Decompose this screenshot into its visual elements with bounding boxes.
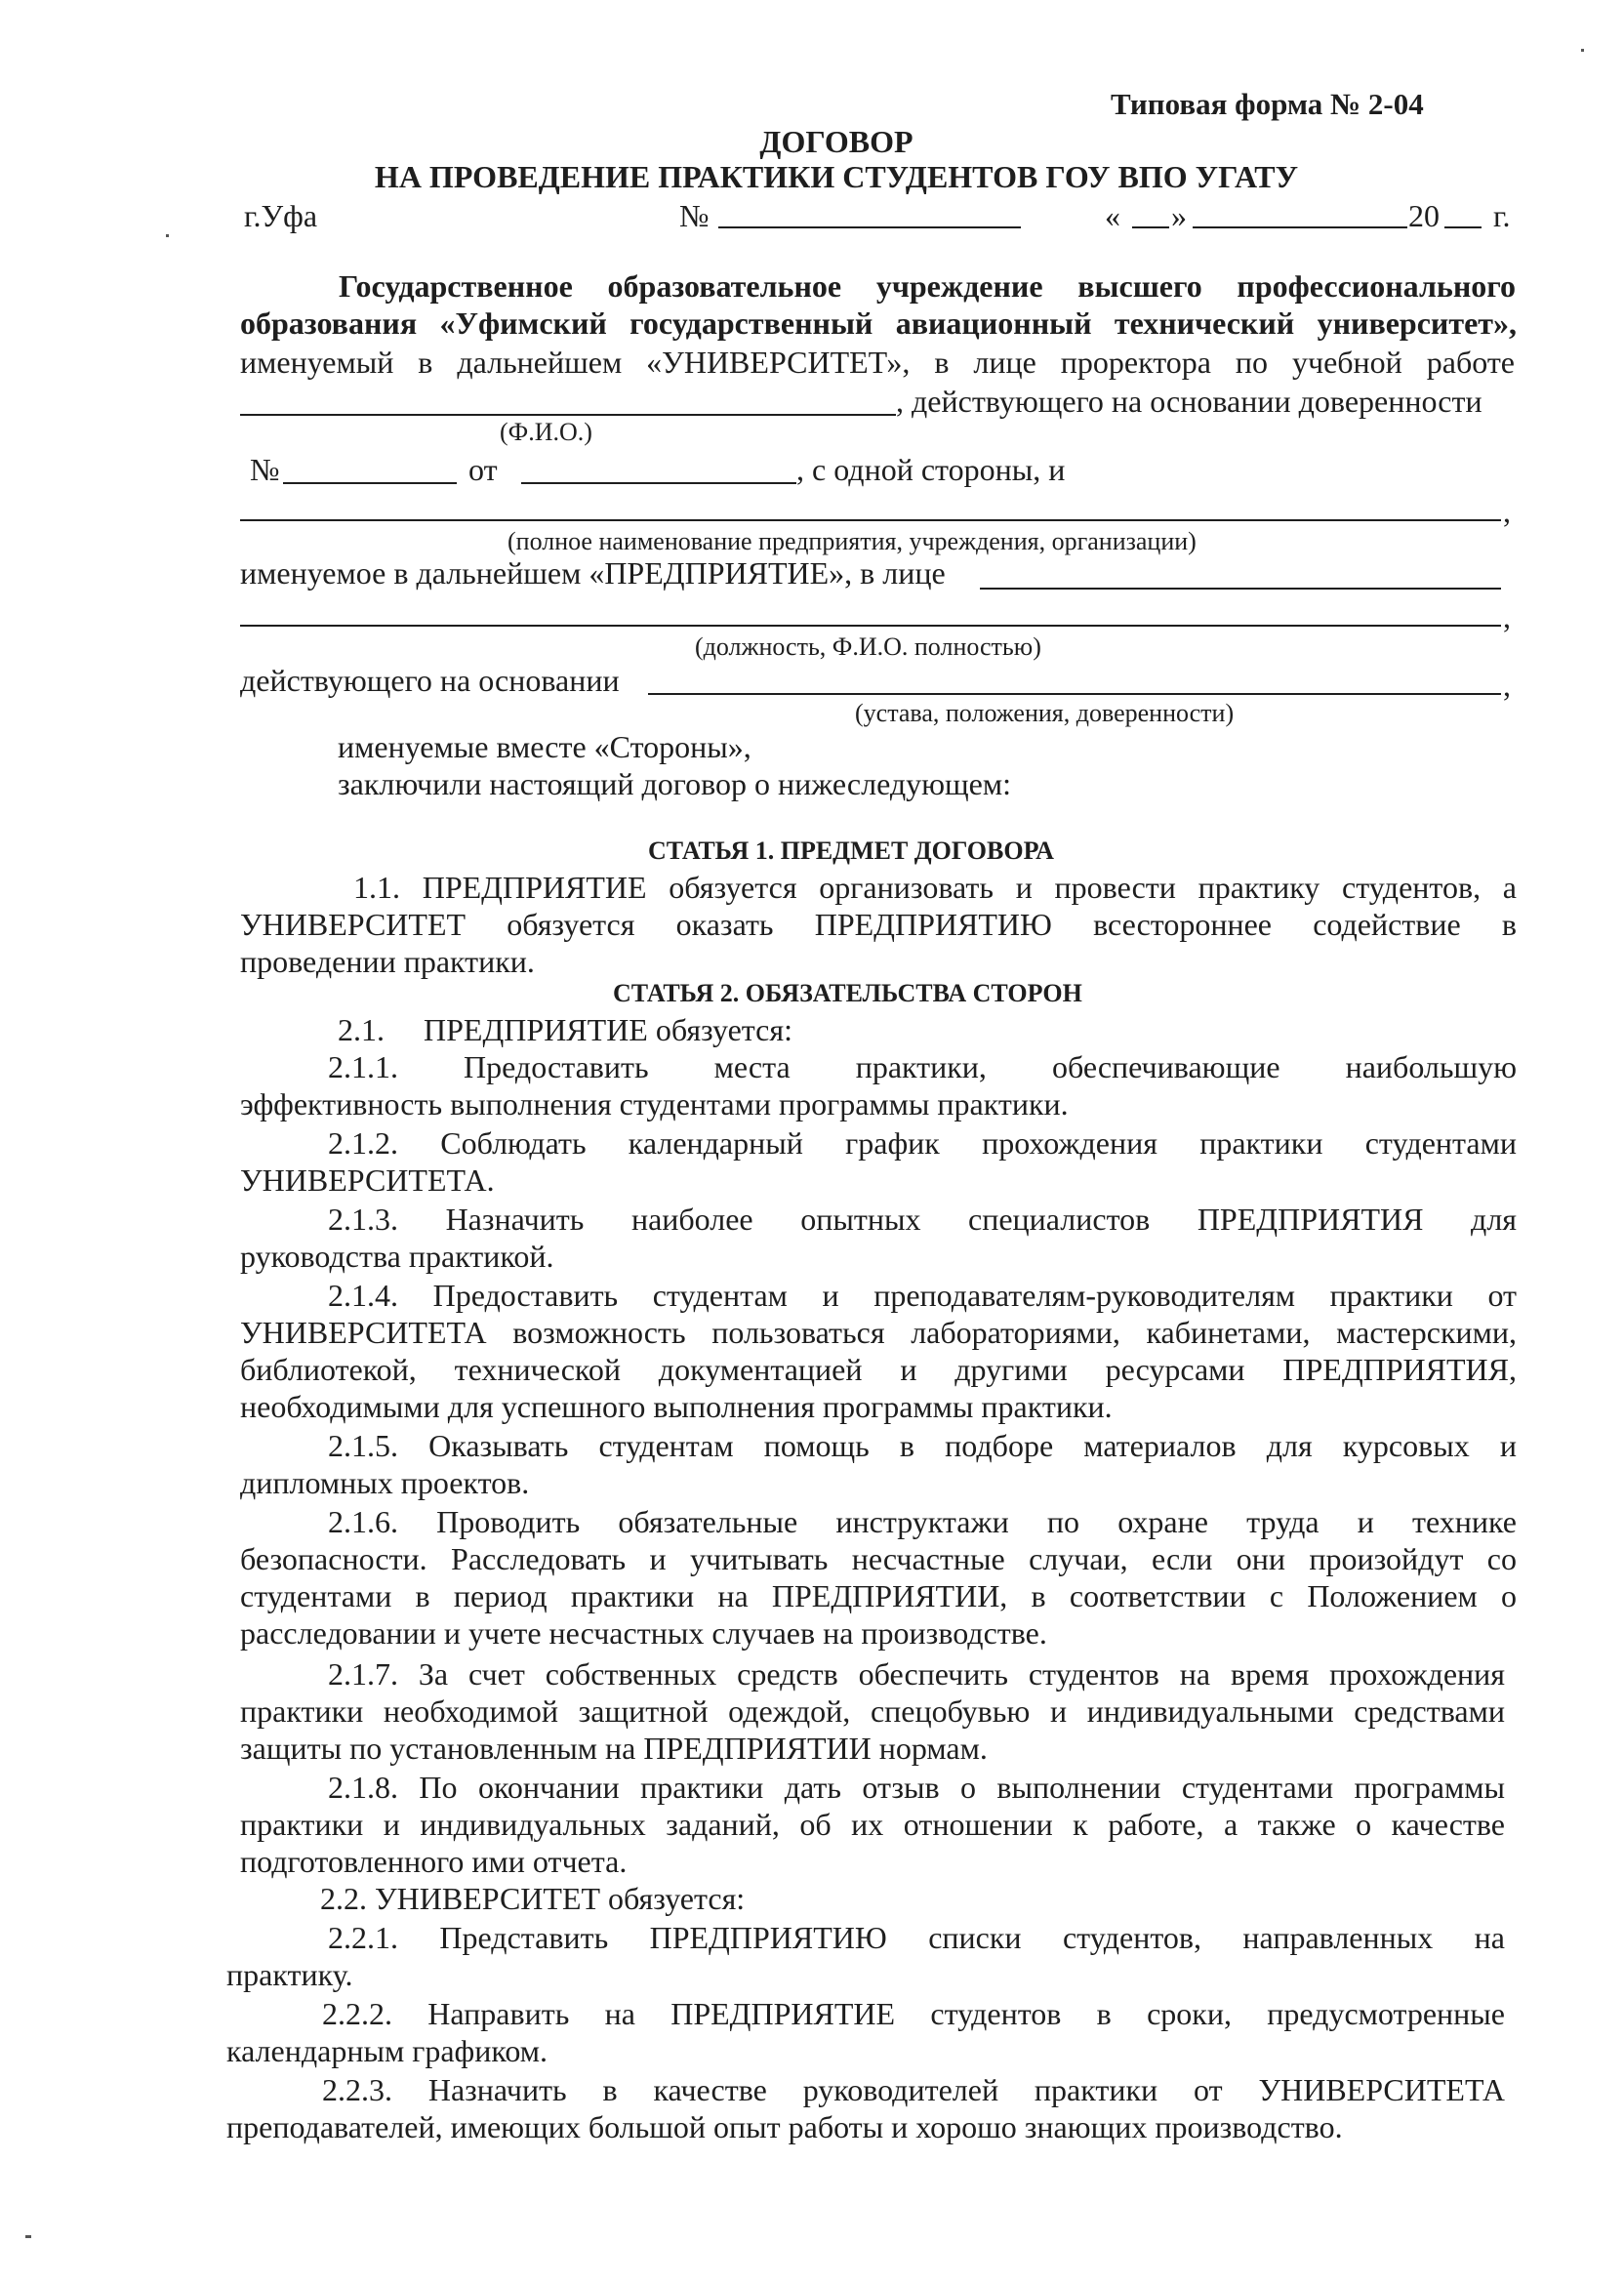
clause-2-1-3-line: руководства практикой. [240, 1239, 554, 1274]
year-suffix: г. [1493, 198, 1511, 233]
date-close-quote: » [1171, 198, 1187, 233]
article-1-line: УНИВЕРСИТЕТ обязуется оказать ПРЕДПРИЯТИЮ всестороннее содействие в [240, 907, 1517, 942]
clause-2-1-6-line: безопасности. Расследовать и учитывать несчастные случаи, если они произойдут со [240, 1541, 1517, 1576]
clause-2-1-1-line: 2.1.1. Предоставить места практики, обеспечивающие наибольшую [328, 1049, 1517, 1084]
clause-2-1-8-line: подготовленного ими отчета. [240, 1844, 628, 1879]
comma-mark: , [1503, 668, 1511, 703]
document-subtitle: НА ПРОВЕДЕНИЕ ПРАКТИКИ СТУДЕНТОВ ГОУ ВПО УГАТУ [374, 159, 1299, 194]
clause-2-1-7-line: 2.1.7. За счет собственных средств обеспечить студентов на время прохождения [328, 1656, 1505, 1692]
power-of-attorney-number-label: № [250, 452, 280, 487]
organization-caption: (полное наименование предприятия, учреждения, организации) [508, 527, 1197, 555]
representative-continued-field[interactable] [240, 625, 1501, 627]
year-prefix: 20 [1408, 198, 1440, 233]
scan-speck [166, 234, 169, 237]
clause-2-1-1-line: эффективность выполнения студентами программы практики. [240, 1086, 1069, 1122]
contract-number-field[interactable] [718, 226, 1021, 228]
prorector-fio-field[interactable] [240, 414, 896, 416]
clause-2-1-7-line: практики необходимой защитной одеждой, спецобувью и индивидуальными средствами [240, 1693, 1505, 1729]
comma-mark: , [1503, 494, 1511, 529]
preamble-line-1: Государственное образовательное учреждение высшего профессионального [339, 268, 1516, 304]
clause-2-1-6-line: студентами в период практики на ПРЕДПРИЯТИИ, в соответствии с Положением о [240, 1578, 1517, 1613]
date-day-field[interactable] [1132, 226, 1169, 228]
clause-2-1-4-line: УНИВЕРСИТЕТА возможность пользоваться лабораториями, кабинетами, мастерскими, [240, 1315, 1517, 1350]
preamble-line-2: образования «Уфимский государственный авиационный технический университет», [240, 306, 1517, 341]
comma-mark: , [1503, 599, 1511, 634]
concluded-text: заключили настоящий договор о нижеследующем: [338, 766, 1012, 801]
clause-2-1-5-line: 2.1.5. Оказывать студентам помощь в подборе материалов для курсовых и [328, 1428, 1517, 1463]
clause-2-1: 2.1. ПРЕДПРИЯТИЕ обязуется: [338, 1012, 792, 1047]
clause-2-1-8-line: практики и индивидуальных заданий, об их отношении к работе, а также о качестве [240, 1807, 1505, 1842]
article-2-heading: СТАТЬЯ 2. ОБЯЗАТЕЛЬСТВА СТОРОН [613, 979, 1082, 1007]
clause-2-1-7-line: защиты по установленным на ПРЕДПРИЯТИИ нормам. [240, 1731, 988, 1766]
organization-name-field[interactable] [240, 519, 1501, 521]
clause-2-1-3-line: 2.1.3. Назначить наиболее опытных специалистов ПРЕДПРИЯТИЯ для [328, 1202, 1517, 1237]
ot-label: от [468, 452, 498, 487]
clause-2-1-8-line: 2.1.8. По окончании практики дать отзыв о выполнении студентами программы [328, 1770, 1505, 1805]
clause-2-1-2-line: УНИВЕРСИТЕТА. [240, 1162, 495, 1198]
clause-2-1-4-line: необходимыми для успешного выполнения программы практики. [240, 1389, 1113, 1424]
form-number: Типовая форма № 2-04 [1111, 87, 1424, 121]
clause-2-1-5-line: дипломных проектов. [240, 1465, 530, 1500]
date-month-field[interactable] [1193, 226, 1407, 228]
clause-2-2-2-line: 2.2.2. Направить на ПРЕДПРИЯТИЕ студентов в сроки, предусмотренные [322, 1996, 1505, 2031]
together-text: именуемые вместе «Стороны», [338, 729, 751, 764]
clause-2-2: 2.2. УНИВЕРСИТЕТ обязуется: [320, 1881, 746, 1916]
position-caption: (должность, Ф.И.О. полностью) [695, 632, 1041, 661]
acting-basis-field[interactable] [648, 693, 1501, 695]
scan-speck [1581, 49, 1584, 52]
clause-2-2-3-line: 2.2.3. Назначить в качестве руководителей практики от УНИВЕРСИТЕТА [322, 2072, 1505, 2107]
one-side-text: , с одной стороны, и [796, 452, 1066, 487]
enterprise-line: именуемое в дальнейшем «ПРЕДПРИЯТИЕ», в лице [240, 555, 946, 591]
clause-2-2-2-line: календарным графиком. [226, 2033, 548, 2068]
contract-number-label: № [679, 198, 710, 233]
preamble-line-4-tail: , действующего на основании доверенности [896, 384, 1482, 419]
clause-2-2-1-line: практику. [226, 1957, 353, 1992]
acting-basis-label: действующего на основании [240, 663, 620, 698]
article-1-heading: СТАТЬЯ 1. ПРЕДМЕТ ДОГОВОРА [648, 836, 1054, 865]
fio-caption: (Ф.И.О.) [500, 418, 592, 446]
clause-2-1-6-line: расследовании и учете несчастных случаев на производстве. [240, 1615, 1047, 1651]
clause-2-1-6-line: 2.1.6. Проводить обязательные инструктажи по охране труда и технике [328, 1504, 1517, 1539]
clause-2-1-2-line: 2.1.2. Соблюдать календарный график прохождения практики студентами [328, 1125, 1517, 1161]
clause-2-2-3-line: преподавателей, имеющих большой опыт работы и хорошо знающих производство. [226, 2109, 1343, 2144]
clause-2-1-4-line: библиотекой, технической документацией и другими ресурсами ПРЕДПРИЯТИЯ, [240, 1352, 1517, 1387]
preamble-line-3: именуемый в дальнейшем «УНИВЕРСИТЕТ», в лице проректора по учебной работе [240, 345, 1515, 380]
date-year-field[interactable] [1444, 226, 1482, 228]
clause-2-1-4-line: 2.1.4. Предоставить студентам и преподавателям-руководителям практики от [328, 1278, 1517, 1313]
clause-2-2-1-line: 2.2.1. Представить ПРЕДПРИЯТИЮ списки студентов, направленных на [328, 1920, 1505, 1955]
document-title: ДОГОВОР [759, 124, 914, 159]
enterprise-representative-field[interactable] [980, 588, 1501, 590]
city: г.Уфа [244, 198, 318, 233]
article-1-line: 1.1. ПРЕДПРИЯТИЕ обязуется организовать и провести практику студентов, а [353, 870, 1517, 905]
power-of-attorney-date-field[interactable] [521, 482, 796, 484]
basis-caption: (устава, положения, доверенности) [855, 699, 1235, 727]
article-1-line: проведении практики. [240, 944, 535, 979]
power-of-attorney-number-field[interactable] [283, 482, 457, 484]
scan-speck [25, 2235, 31, 2238]
date-open-quote: « [1105, 198, 1120, 233]
